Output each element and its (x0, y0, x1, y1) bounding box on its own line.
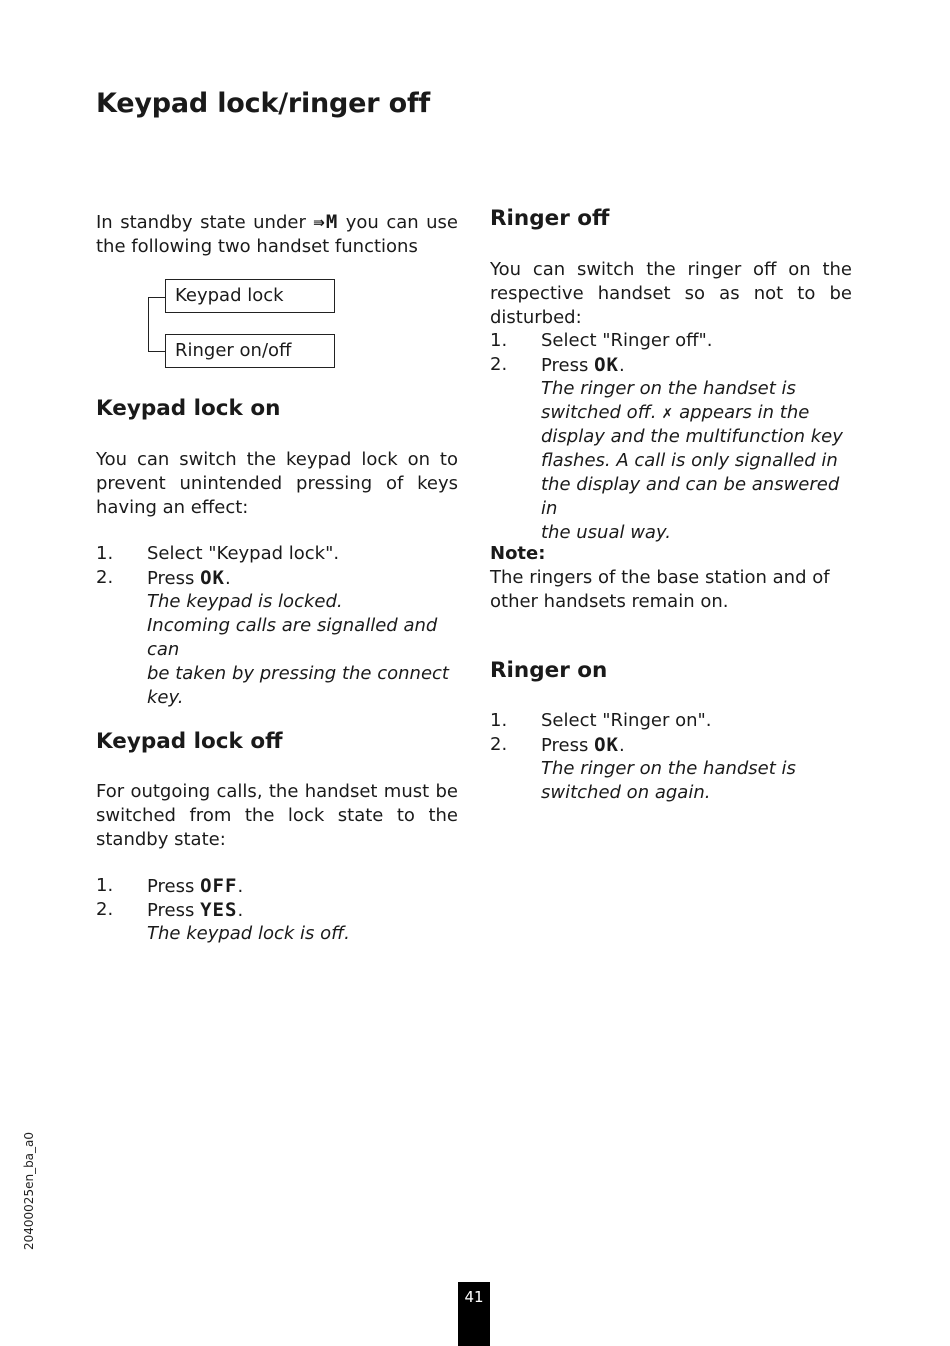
page-number: 41 (458, 1282, 490, 1346)
menu-bracket-bottom (148, 351, 165, 352)
menu-symbol-icon: ⇛M (313, 211, 339, 233)
result-line: the display and can be answered in (541, 474, 840, 519)
ok-key-icon: OK (594, 354, 619, 376)
step-suffix: . (225, 568, 231, 589)
step-prefix: Press (147, 568, 195, 589)
step-number: 1. (96, 543, 114, 564)
step-prefix: Press (541, 735, 589, 756)
heading-keypad-lock-off: Keypad lock off (96, 729, 283, 754)
step-text: Select "Keypad lock". (147, 543, 340, 564)
step-prefix: Press (541, 355, 589, 376)
step-number: 1. (96, 875, 114, 896)
step-number: 2. (96, 567, 114, 588)
result-line: flashes. A call is only signalled in (541, 450, 838, 471)
result-line: The ringer on the handset is (541, 378, 796, 399)
step-prefix: Press (147, 900, 195, 921)
yes-key-icon: YES (200, 899, 238, 921)
step-number: 2. (490, 734, 508, 755)
ringer-off-text: You can switch the ringer off on the respective handset so as not to be disturbed: (490, 259, 852, 328)
menu-bracket-line (148, 297, 149, 352)
intro-text-after: you can use the following two handset functions (96, 212, 459, 257)
step-text (147, 874, 243, 899)
step-number: 2. (96, 899, 114, 920)
step-text (147, 898, 243, 923)
keypad-lock-on-result (147, 590, 467, 710)
menu-bracket-top (148, 297, 165, 298)
ringer-on-result (541, 757, 861, 805)
page-title: Keypad lock/ringer off (96, 88, 431, 119)
step-suffix: . (619, 735, 625, 756)
ok-key-icon: OK (594, 734, 619, 756)
keypad-lock-off-text: For outgoing calls, the handset must be switched from the lock state to the standby state: (96, 781, 458, 850)
result-line: The keypad is locked. (147, 591, 343, 612)
step-text: Select "Ringer off". (541, 330, 713, 351)
result-text-after: appears in the (679, 402, 810, 423)
keypad-lock-off-result: The keypad lock is off. (147, 923, 350, 944)
result-text-before: switched off. (541, 402, 657, 423)
heading-keypad-lock-on: Keypad lock on (96, 396, 281, 421)
step-text (147, 566, 231, 591)
result-line: the usual way. (541, 522, 671, 543)
heading-ringer-off: Ringer off (490, 206, 610, 231)
note-label: Note: (490, 543, 546, 564)
keypad-lock-on-text: You can switch the keypad lock on to prevent unintended pressing of keys having an effect: (96, 449, 458, 518)
document-code: 20400025en_ba_a0 (22, 1131, 36, 1250)
step-prefix: Press (147, 876, 195, 897)
heading-ringer-on: Ringer on (490, 658, 608, 683)
step-suffix: . (619, 355, 625, 376)
menu-item-ringer-on-off: Ringer on/off (165, 334, 335, 368)
intro-text-before: In standby state under (96, 212, 306, 233)
step-suffix: . (237, 876, 244, 897)
result-line: be taken by pressing the connect (147, 663, 449, 684)
menu-item-keypad-lock: Keypad lock (165, 279, 335, 313)
result-line: key. (147, 687, 184, 708)
off-key-icon: OFF (200, 875, 238, 897)
note-text: The ringers of the base station and of other handsets remain on. (490, 567, 830, 612)
ringer-off-result (541, 377, 861, 545)
result-line: display and the multifunction key (541, 426, 843, 447)
step-text: Select "Ringer on". (541, 710, 712, 731)
ringer-off-icon: ✗ (662, 403, 674, 423)
intro-paragraph (96, 210, 458, 259)
step-text (541, 353, 625, 378)
result-line: Incoming calls are signalled and can (147, 615, 438, 660)
step-suffix: . (237, 900, 244, 921)
result-line: switched on again. (541, 782, 711, 803)
step-number: 1. (490, 710, 508, 731)
step-text (541, 733, 625, 758)
step-number: 2. (490, 354, 508, 375)
result-line: The ringer on the handset is (541, 758, 796, 779)
ok-key-icon: OK (200, 567, 225, 589)
step-number: 1. (490, 330, 508, 351)
result-line (541, 401, 861, 425)
note-block (490, 542, 852, 614)
